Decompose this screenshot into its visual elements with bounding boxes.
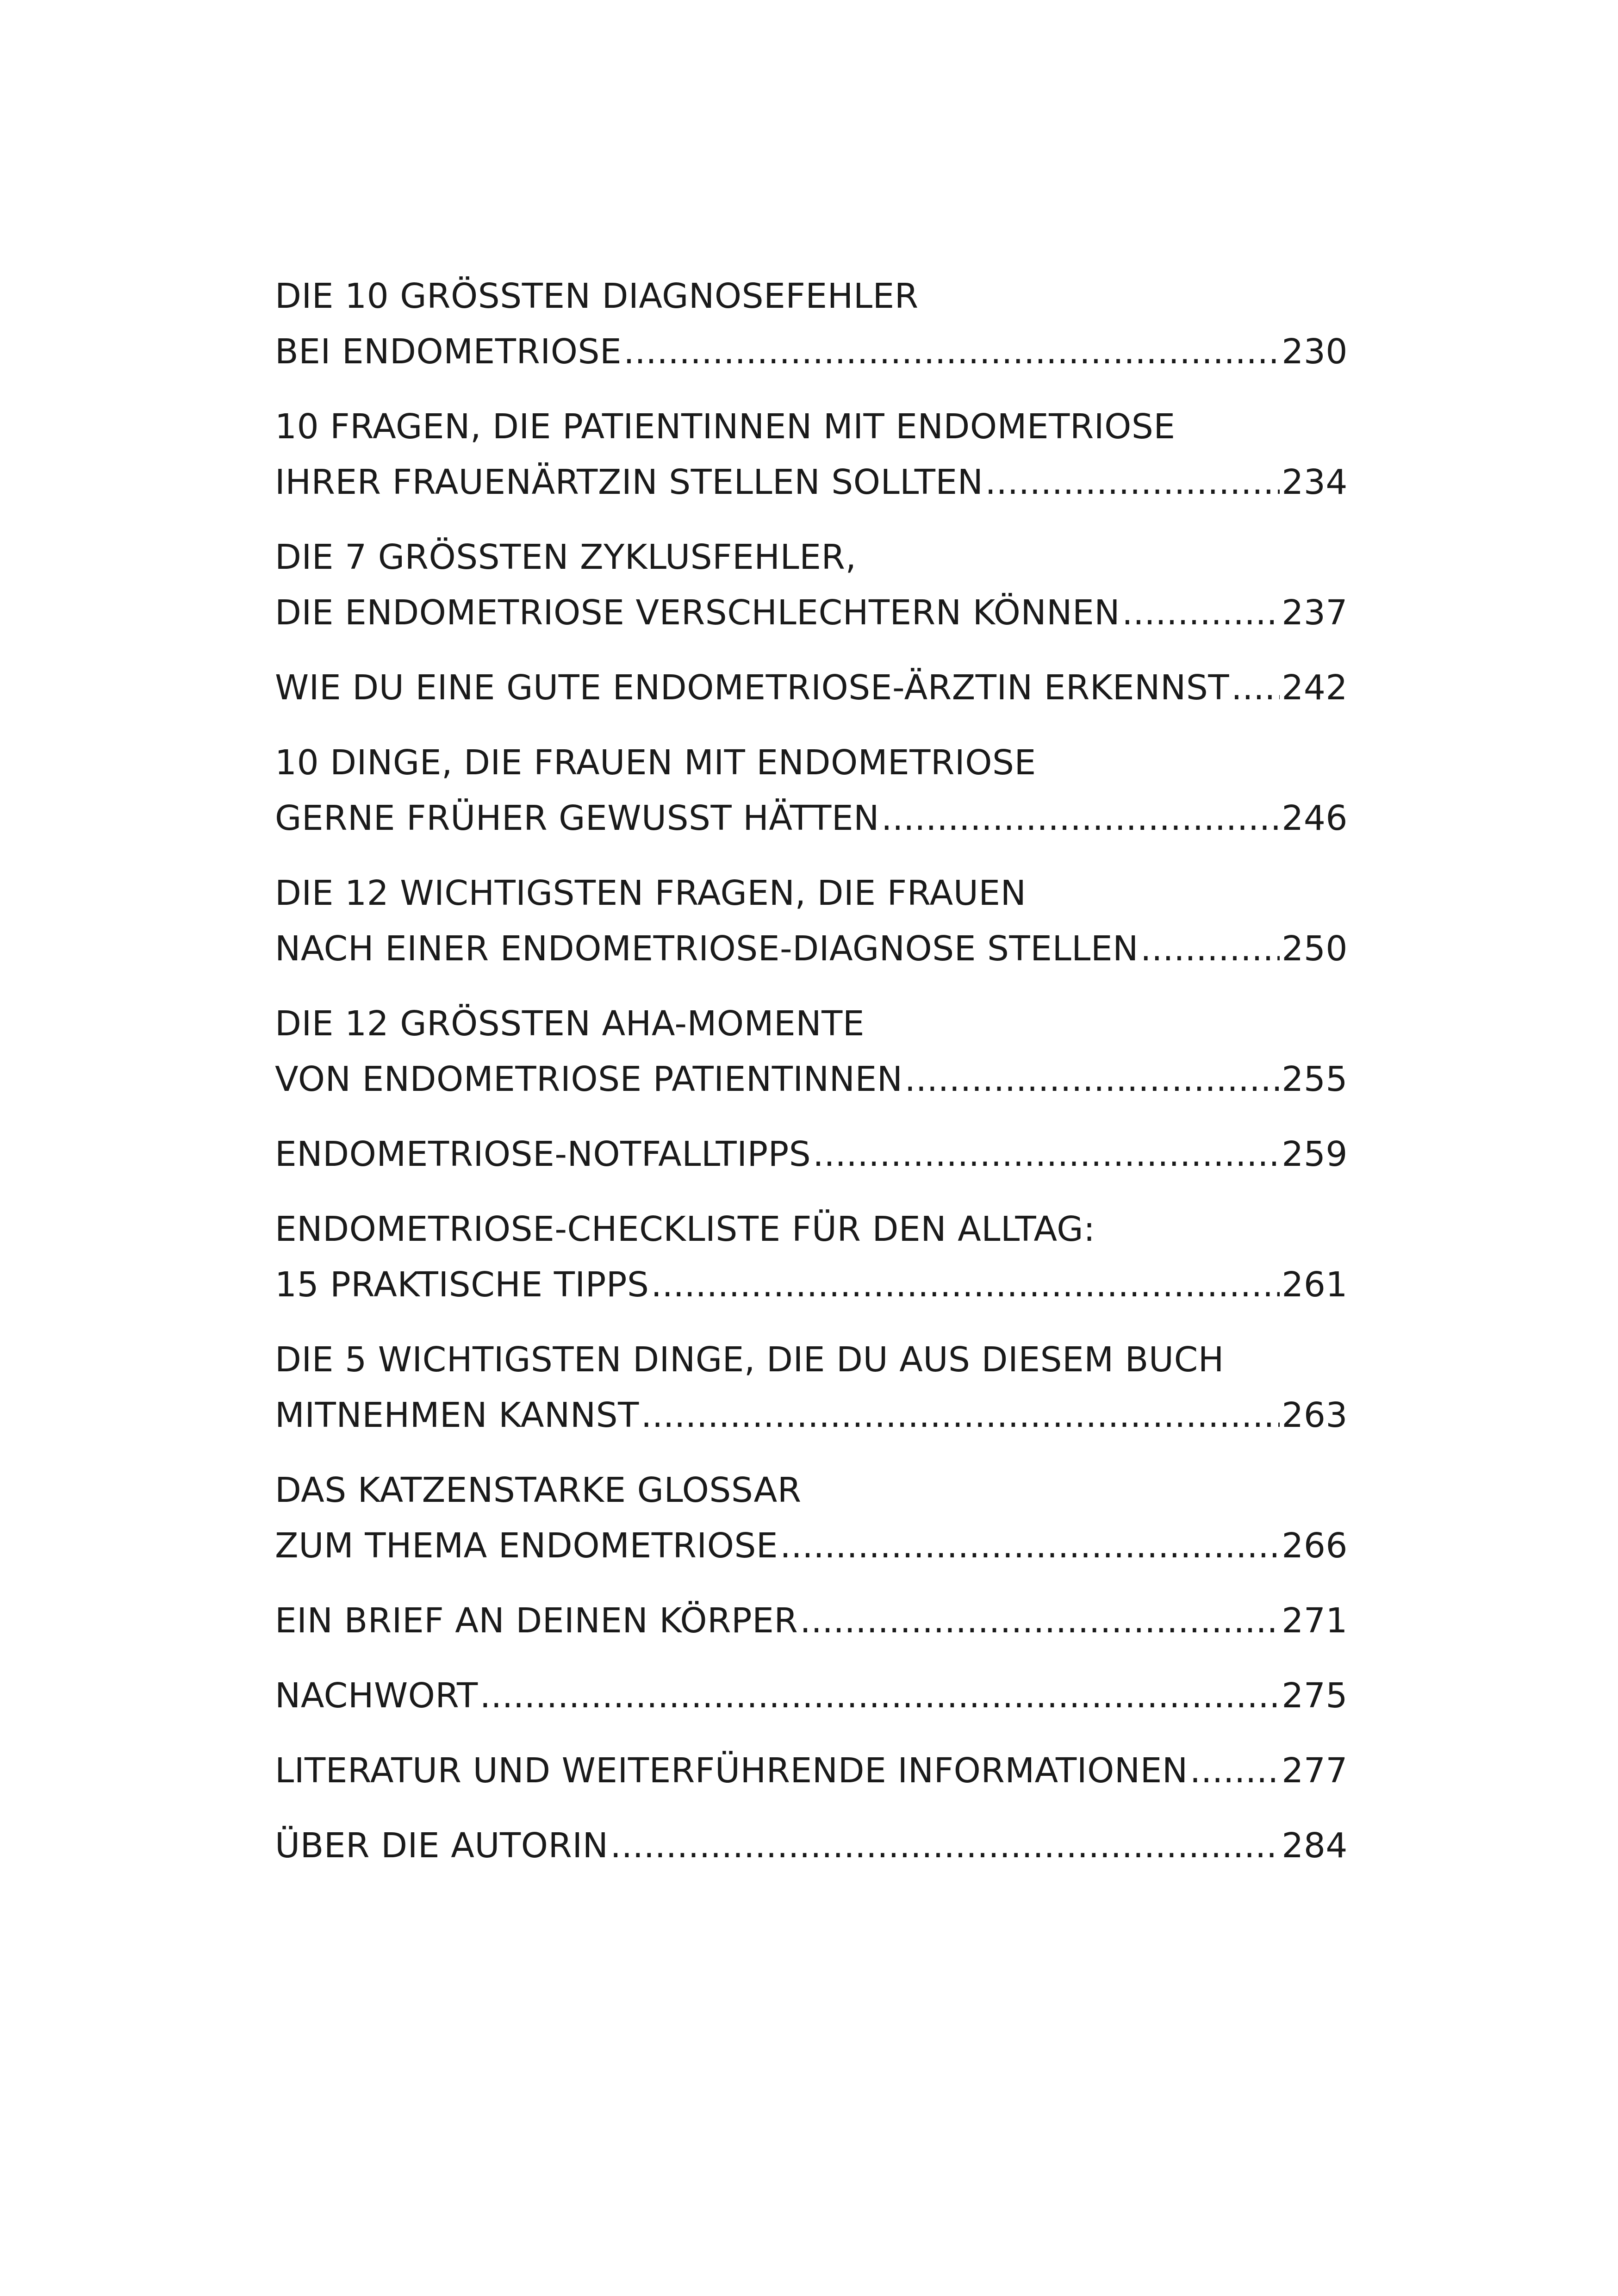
toc-entry-title-line: DIE 10 GRÖSSTEN DIAGNOSEFEHLER	[275, 276, 919, 316]
toc-entry[interactable]	[275, 529, 1348, 641]
page-number: 284	[1282, 1826, 1348, 1866]
toc-entry-title-line: DIE 12 WICHTIGSTEN FRAGEN, DIE FRAUEN	[275, 873, 1027, 913]
page-number: 237	[1282, 593, 1348, 633]
toc-entry[interactable]	[275, 1462, 1348, 1574]
page-number: 277	[1282, 1751, 1348, 1791]
toc-entry[interactable]	[275, 1668, 1348, 1724]
toc-entry-title-line: WIE DU EINE GUTE ENDOMETRIOSE-ÄRZTIN ERKENNST	[275, 668, 1230, 708]
dot-leader	[610, 1818, 1280, 1873]
toc-entry-final-line	[275, 660, 1348, 716]
page-number: 246	[1282, 798, 1348, 838]
toc-entry-title-line: IHRER FRAUENÄRTZIN STELLEN SOLLTEN	[275, 462, 983, 502]
dot-leader	[800, 1593, 1280, 1649]
toc-entry-title-line: NACH EINER ENDOMETRIOSE-DIAGNOSE STELLEN	[275, 929, 1139, 969]
toc-entry[interactable]	[275, 660, 1348, 716]
dot-leader	[623, 324, 1280, 380]
toc-entry[interactable]	[275, 735, 1348, 846]
toc-entry[interactable]	[275, 399, 1348, 510]
toc-entry-title-line: NACHWORT	[275, 1676, 478, 1716]
page-number: 266	[1282, 1526, 1348, 1566]
toc-entry-final-line	[275, 1668, 1348, 1724]
toc-entry-final-line	[275, 1257, 1348, 1313]
toc-entry-title-line: DIE 12 GRÖSSTEN AHA-MOMENTE	[275, 1004, 865, 1044]
toc-entry-title-line: BEI ENDOMETRIOSE	[275, 332, 622, 372]
page-number: 261	[1282, 1265, 1348, 1305]
dot-leader	[881, 790, 1280, 846]
dot-leader	[813, 1126, 1280, 1182]
toc-entry-title-line: GERNE FRÜHER GEWUSST HÄTTEN	[275, 798, 879, 838]
toc-entry-final-line	[275, 1052, 1348, 1107]
toc-entry-title-line: ENDOMETRIOSE-NOTFALLTIPPS	[275, 1134, 811, 1174]
toc-entry-title-line: DAS KATZENSTARKE GLOSSAR	[275, 1470, 802, 1510]
dot-leader	[1190, 1743, 1280, 1798]
toc-entry-final-line	[275, 1818, 1348, 1873]
toc-entry-final-line	[275, 1126, 1348, 1182]
toc-entry-title-line: 15 PRAKTISCHE TIPPS	[275, 1265, 649, 1305]
toc-entry-title-line: 10 FRAGEN, DIE PATIENTINNEN MIT ENDOMETRIOSE	[275, 407, 1176, 447]
dot-leader	[780, 1518, 1280, 1574]
toc-entry-final-line	[275, 585, 1348, 641]
page-number: 275	[1282, 1676, 1348, 1716]
page-number: 242	[1282, 668, 1348, 708]
toc-entry-final-line	[275, 921, 1348, 977]
toc-entry-title-line: DIE 7 GRÖSSTEN ZYKLUSFEHLER,	[275, 537, 857, 577]
toc-entry[interactable]	[275, 1332, 1348, 1443]
dot-leader	[1140, 921, 1280, 977]
toc-entry-title-line: MITNEHMEN KANNST	[275, 1395, 639, 1435]
dot-leader	[905, 1052, 1280, 1107]
toc-entry[interactable]	[275, 1743, 1348, 1798]
toc-entry-final-line	[275, 790, 1348, 846]
toc-entry-title-line: VON ENDOMETRIOSE PATIENTINNEN	[275, 1059, 903, 1099]
toc-entry[interactable]	[275, 268, 1348, 380]
dot-leader	[1231, 660, 1280, 716]
page-number: 250	[1282, 929, 1348, 969]
toc-entry-title-line: ENDOMETRIOSE-CHECKLISTE FÜR DEN ALLTAG:	[275, 1209, 1095, 1249]
toc-entry-final-line	[275, 1743, 1348, 1798]
toc-entry-title-line: ÜBER DIE AUTORIN	[275, 1826, 609, 1866]
toc-entry-title-line: ZUM THEMA ENDOMETRIOSE	[275, 1526, 778, 1566]
toc-entry-title-line: 10 DINGE, DIE FRAUEN MIT ENDOMETRIOSE	[275, 743, 1036, 783]
toc-entry[interactable]	[275, 1593, 1348, 1649]
toc-entry[interactable]	[275, 996, 1348, 1107]
toc-entry[interactable]	[275, 1818, 1348, 1873]
dot-leader	[651, 1257, 1280, 1313]
dot-leader	[985, 454, 1280, 510]
toc-entry-final-line	[275, 1518, 1348, 1574]
dot-leader	[1122, 585, 1280, 641]
table-of-contents	[275, 268, 1348, 1893]
toc-entry-final-line	[275, 1388, 1348, 1443]
toc-entry-title-line: EIN BRIEF AN DEINEN KÖRPER	[275, 1601, 798, 1641]
toc-entry[interactable]	[275, 1126, 1348, 1182]
dot-leader	[480, 1668, 1280, 1724]
page-number: 259	[1282, 1134, 1348, 1174]
toc-entry[interactable]	[275, 1201, 1348, 1313]
toc-entry-final-line	[275, 324, 1348, 380]
toc-entry[interactable]	[275, 865, 1348, 977]
page-number: 234	[1282, 462, 1348, 502]
toc-entry-title-line: DIE ENDOMETRIOSE VERSCHLECHTERN KÖNNEN	[275, 593, 1120, 633]
toc-entry-title-line: DIE 5 WICHTIGSTEN DINGE, DIE DU AUS DIESEM BUCH	[275, 1340, 1224, 1380]
toc-entry-final-line	[275, 1593, 1348, 1649]
dot-leader	[641, 1388, 1280, 1443]
page-number: 271	[1282, 1601, 1348, 1641]
page-number: 255	[1282, 1059, 1348, 1099]
toc-entry-title-line: LITERATUR UND WEITERFÜHRENDE INFORMATIONEN	[275, 1751, 1188, 1791]
page-number: 263	[1282, 1395, 1348, 1435]
toc-entry-final-line	[275, 454, 1348, 510]
page-number: 230	[1282, 332, 1348, 372]
